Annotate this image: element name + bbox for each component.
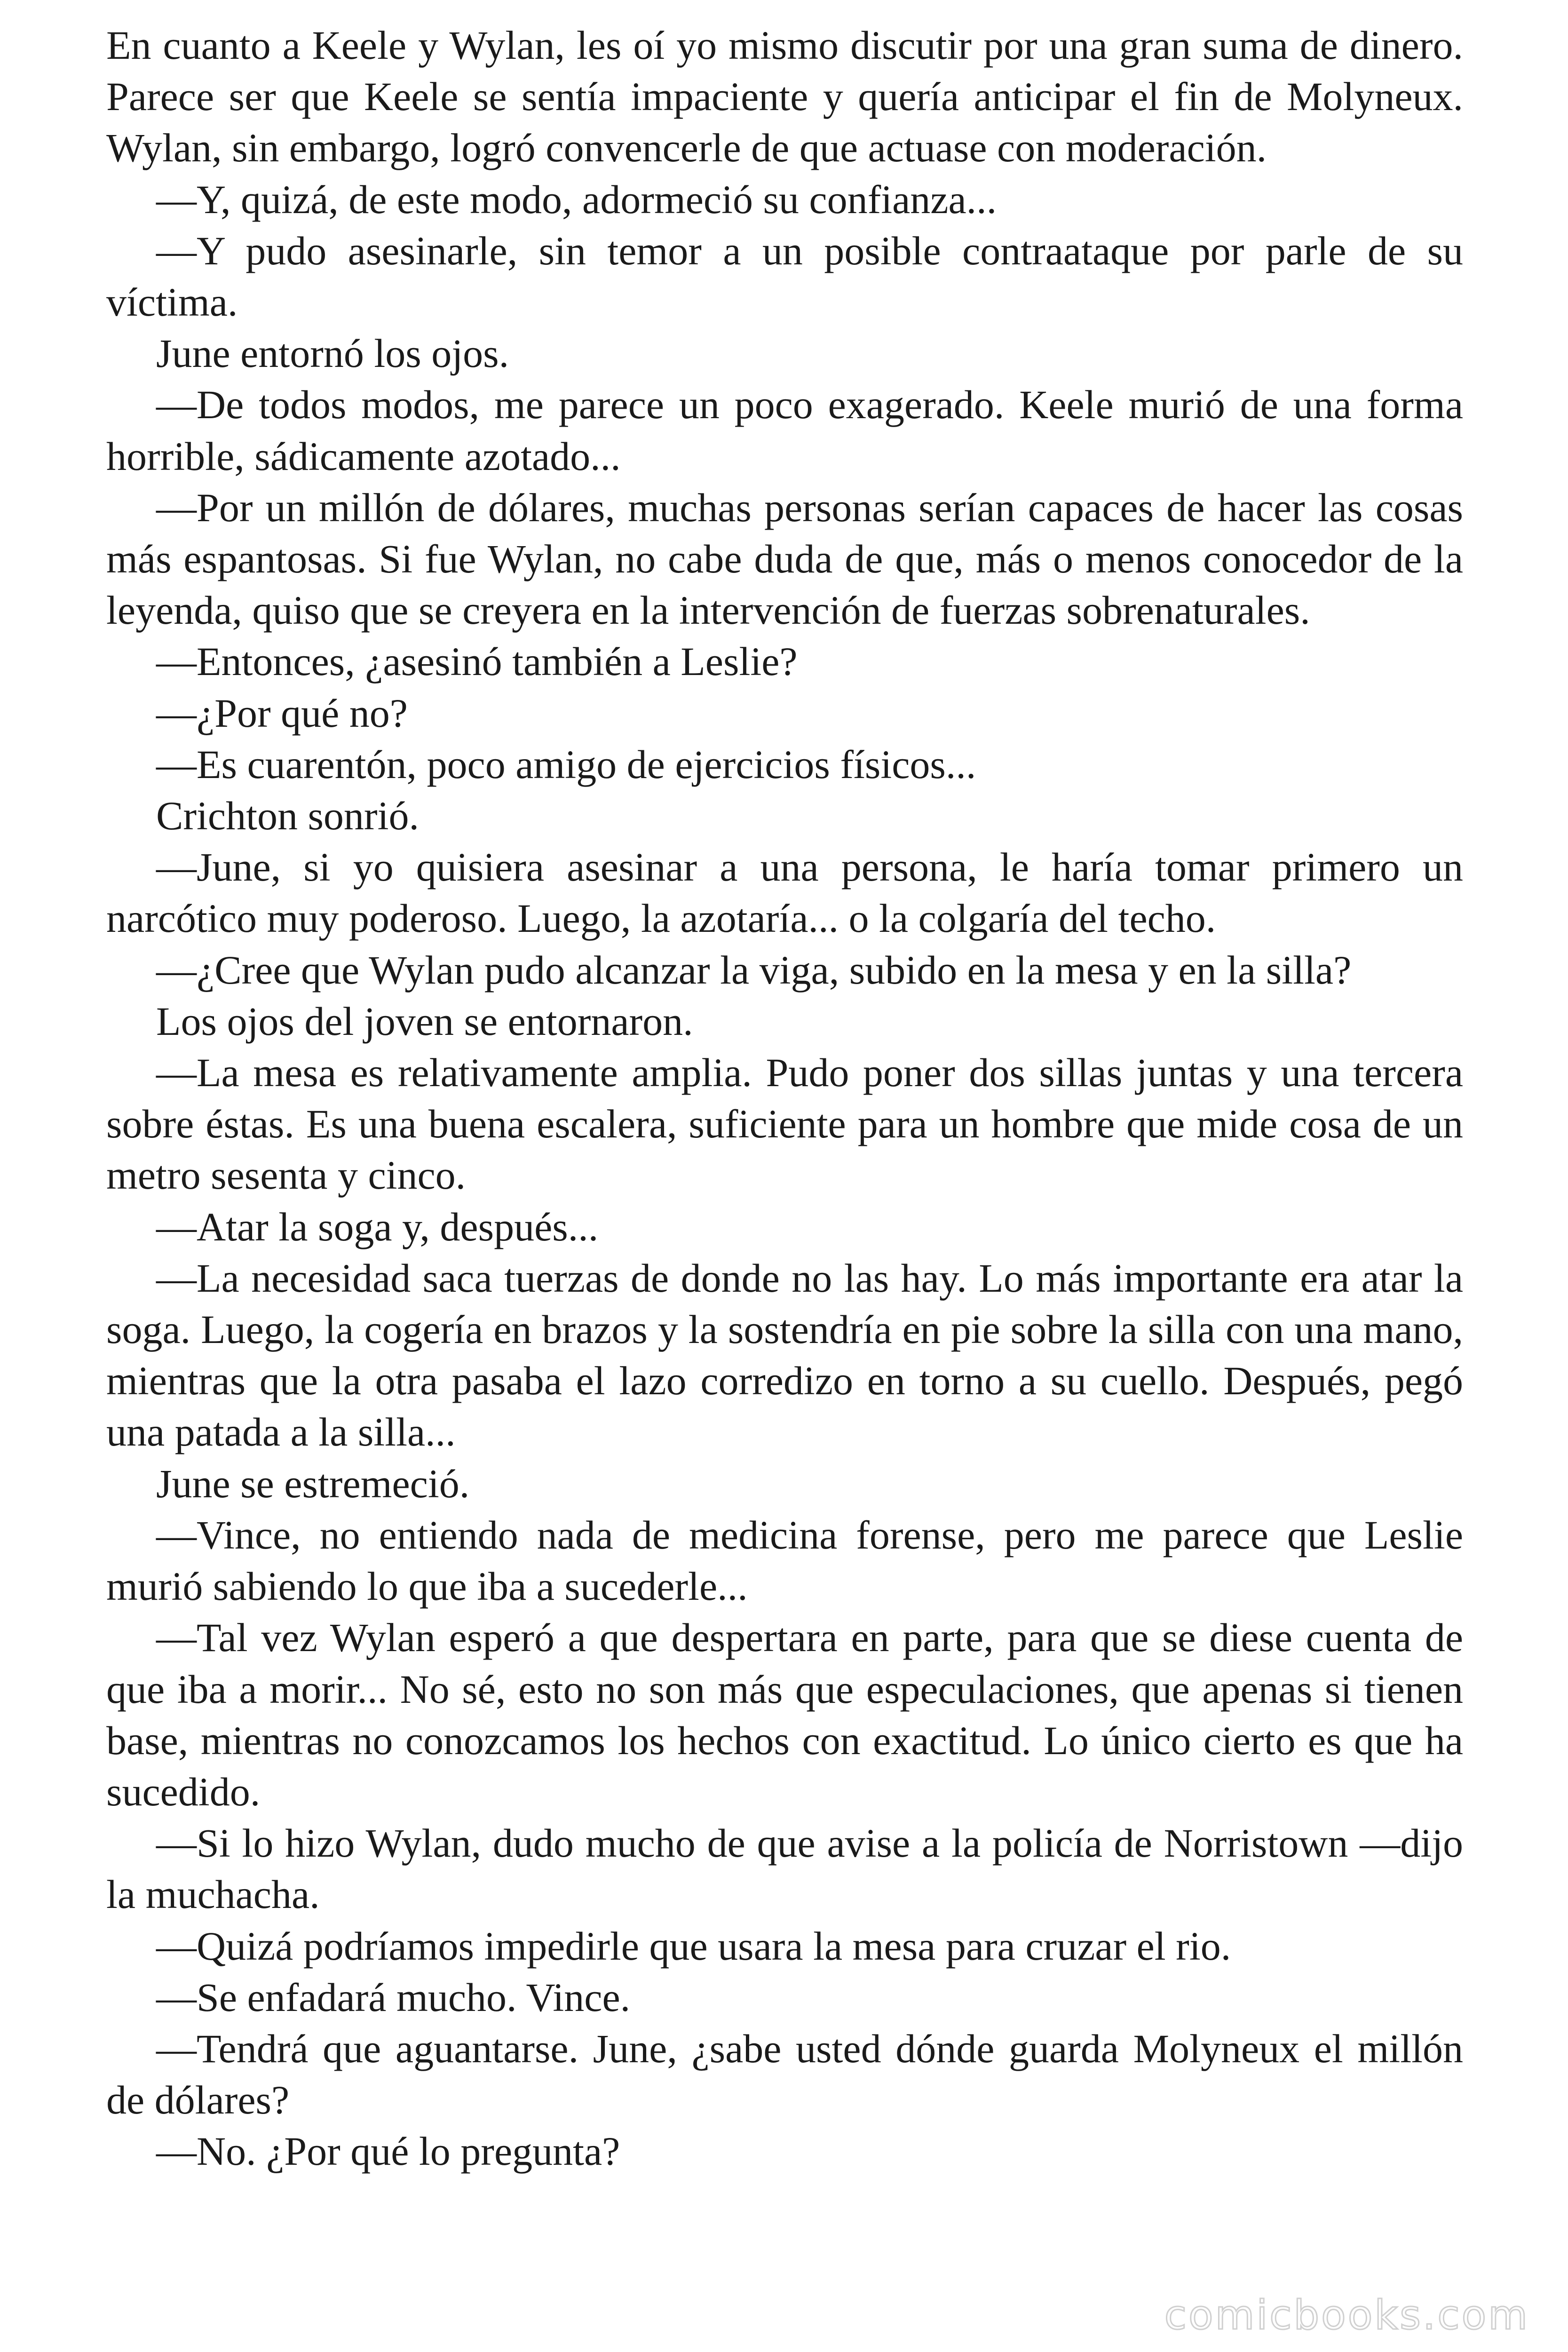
paragraph: —Vince, no entiendo nada de medicina forense, pero me parece que Leslie murió sabiendo lo que iba a sucederle... xyxy=(106,1512,1463,1609)
paragraph: —Si lo hizo Wylan, dudo mucho de que avise a la policía de Norristown —dijo la muchacha. xyxy=(106,1820,1463,1917)
paragraph: En cuanto a Keele y Wylan, les oí yo mismo discutir por una gran suma de dinero. Parece ser que Keele se sentía impaciente y quería anticipar el fin de Molyneux. Wylan, sin embargo, logró convencerle de que actuase con moderación. xyxy=(106,23,1463,171)
watermark: comicbooks.com xyxy=(1164,2292,1529,2339)
paragraph: —De todos modos, me parece un poco exagerado. Keele murió de una forma horrible, sádicamente azotado... xyxy=(106,382,1463,479)
paragraph: June entornó los ojos. xyxy=(156,331,509,376)
paragraph: —No. ¿Por qué lo pregunta? xyxy=(156,2129,620,2174)
paragraph: —Tal vez Wylan esperó a que despertara en parte, para que se diese cuenta de que iba a morir... No sé, esto no son más que especulaciones, que apenas si tienen base, mientras no conozcamos los hechos con exactitud. Lo único cierto es que ha sucedido. xyxy=(106,1615,1463,1814)
paragraph: —¿Por qué no? xyxy=(156,690,408,736)
paragraph: —Es cuarentón, poco amigo de ejercicios físicos... xyxy=(156,741,976,787)
paragraph: —Y, quizá, de este modo, adormeció su confianza... xyxy=(156,176,997,222)
paragraph: —Por un millón de dólares, muchas personas serían capaces de hacer las cosas más espantosas. Si fue Wylan, no cabe duda de que, más o menos conocedor de la leyenda, quiso que se creyera en la intervención de fuerzas sobrenaturales. xyxy=(106,485,1463,633)
paragraph: June se estremeció. xyxy=(156,1461,470,1506)
paragraph: Los ojos del joven se entornaron. xyxy=(156,998,693,1044)
paragraph: Crichton sonrió. xyxy=(156,793,419,839)
paragraph: —¿Cree que Wylan pudo alcanzar la viga, subido en la mesa y en la silla? xyxy=(156,947,1352,993)
paragraph: —Atar la soga y, después... xyxy=(156,1204,599,1249)
paragraph: —Se enfadará mucho. Vince. xyxy=(156,1974,631,2020)
book-page xyxy=(106,20,1463,2306)
paragraph: —Quizá podríamos impedirle que usara la mesa para cruzar el rio. xyxy=(156,1923,1231,1969)
paragraph: —La mesa es relativamente amplia. Pudo poner dos sillas juntas y una tercera sobre éstas. Es una buena escalera, suficiente para un hombre que mide cosa de un metro sesenta y cinco. xyxy=(106,1050,1463,1198)
paragraph: —La necesidad saca tuerzas de donde no las hay. Lo más importante era atar la soga. Luego, la cogería en brazos y la sostendría en pie sobre la silla con una mano, mientras que la otra pasaba el lazo corredizo en torno a su cuello. Después, pegó una patada a la silla... xyxy=(106,1255,1463,1455)
paragraph: —Y pudo asesinarle, sin temor a un posible contraataque por parle de su víctima. xyxy=(106,228,1463,325)
paragraph: —Entonces, ¿asesinó también a Leslie? xyxy=(156,639,798,684)
body-text xyxy=(106,20,1463,2177)
paragraph: —Tendrá que aguantarse. June, ¿sabe usted dónde guarda Molyneux el millón de dólares? xyxy=(106,2026,1463,2123)
paragraph: —June, si yo quisiera asesinar a una persona, le haría tomar primero un narcótico muy poderoso. Luego, la azotaría... o la colgaría del techo. xyxy=(106,844,1463,941)
